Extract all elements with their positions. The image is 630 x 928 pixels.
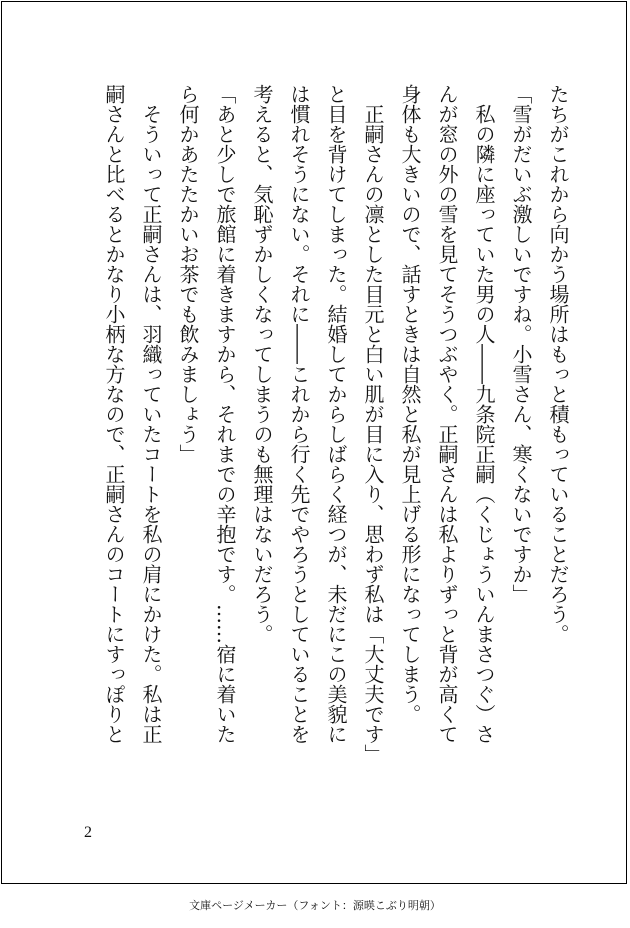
text-line: たちがこれから向かう場所はもっと積もっていることだろう。 xyxy=(546,84,570,644)
text-line: 考えると、気恥ずかしくなってしまうのも無理はないだろう。 xyxy=(250,84,274,644)
text-line: 正嗣さんの凛とした目元と白い肌が目に入り、思わず私は「大丈夫です」 xyxy=(361,84,385,764)
page-number: 2 xyxy=(84,824,92,841)
text-line: 嗣さんと比べるとかなり小柄な方なので、正嗣さんのコートにすっぽりと xyxy=(102,84,126,744)
text-line: そういって正嗣さんは、羽織っていたコートを私の肩にかけた。私は正 xyxy=(139,84,163,744)
text-line: 「あと少しで旅館に着きますから、それまでの辛抱です。……宿に着いた xyxy=(213,84,237,744)
text-line: は慣れそうにない。それに――これから行く先でやろうとしていることを xyxy=(287,84,311,744)
text-line: 「雪がだいぶ激しいですね。小雪さん、寒くないですか」 xyxy=(509,84,533,604)
text-line: ら何かあたたかいお茶でも飲みましょう」 xyxy=(176,84,200,464)
text-line: 私の隣に座っていた男の人――九条院正嗣（くじょういんまさつぐ）さ xyxy=(472,84,496,744)
text-line: 身体も大きいので、話すときは自然と私が見上げる形になってしまう。 xyxy=(398,84,422,724)
book-page xyxy=(1,1,627,884)
vertical-text-body xyxy=(54,84,576,784)
text-line: と目を背けてしまった。結婚してからしばらく経つが、未だにこの美貌に xyxy=(324,84,348,744)
text-line: んが窓の外の雪を見てそうつぶやく。正嗣さんは私よりずっと背が高くて xyxy=(435,84,459,744)
footer-credit: 文庫ページメーカー（フォント：源暎こぶり明朝） xyxy=(189,899,441,912)
